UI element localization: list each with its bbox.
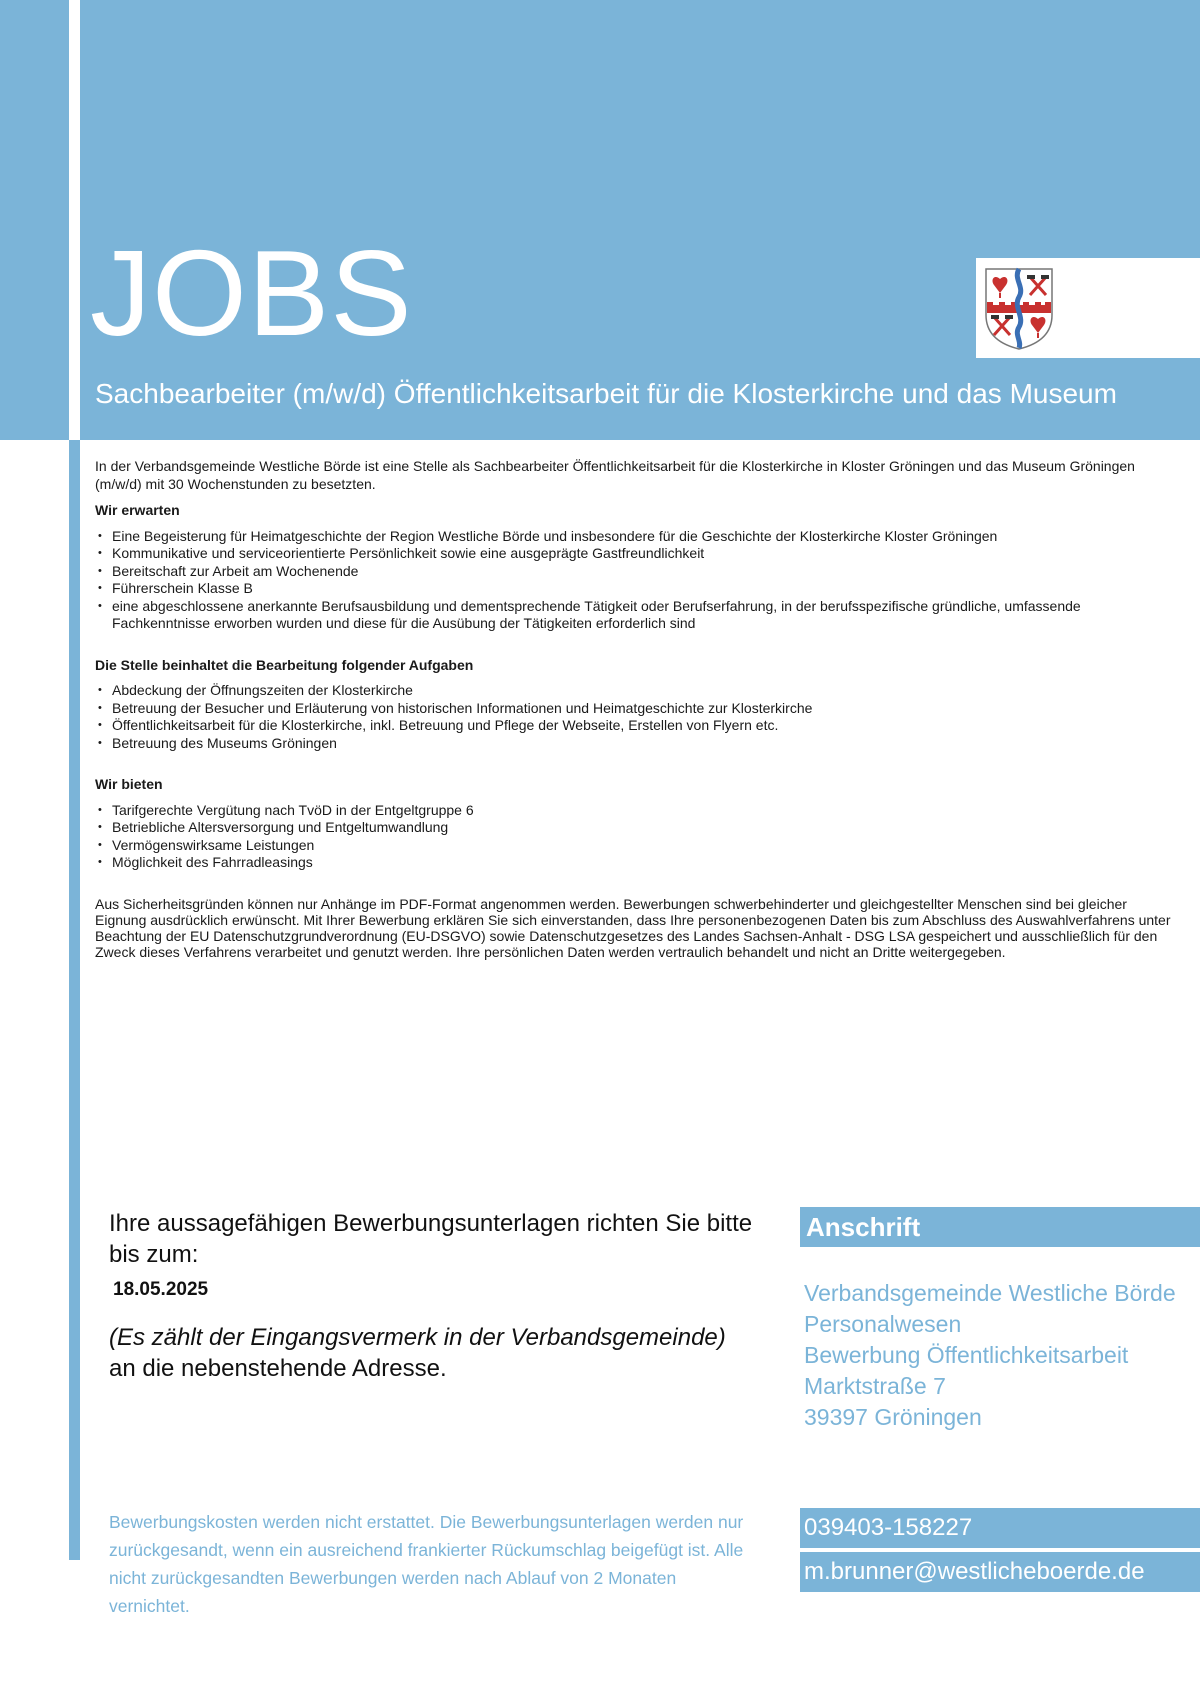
costs-note: Bewerbungskosten werden nicht erstattet. Die Bewerbungsunterlagen werden nur zurückgesandt, wenn ein ausreichend frankierter Rückumschlag beigefügt ist. Alle nicht zurückgesandten Bewerbungen werden nach Ablauf von 2 Monaten vernichtet.: [109, 1512, 744, 1616]
expect-list: [95, 528, 1180, 633]
email-address[interactable]: m.brunner@westlicheboerde.de: [800, 1552, 1200, 1592]
offer-heading: Wir bieten: [95, 776, 163, 792]
list-item: • Öffentlichkeitsarbeit für die Klosterkirche, inkl. Betreuung und Pflege der Webseite, Erstellen von Flyern etc.: [95, 717, 1180, 735]
list-item: • Vermögenswirksame Leistungen: [95, 837, 1180, 855]
offer-list: [95, 802, 1180, 872]
job-title: Sachbearbeiter (m/w/d) Öffentlichkeitsarbeit für die Klosterkirche und das Museum: [95, 378, 1117, 409]
privacy-paragraph: Aus Sicherheitsgründen können nur Anhänge im PDF-Format angenommen werden. Bewerbungen schwerbehinderter und gleichgestellter Menschen sind bei gleicher Eignung ausdrücklich erwünscht. Mit Ihrer Bewerbung erklären Sie sich einverstanden, dass Ihre personenbezogenen Daten bis zum Abschluss des Auswahlverfahrens unter Beachtung der EU Datenschutzgrundverordnung (EU-DSGVO) sowie Datenschutzgesetzes des Landes Sachsen-Anhalt - DSG LSA gespeichert und ausschließlich für den Zweck dieses Verfahrens verarbeitet und genutzt werden. Ihre persönlichen Daten werden vertraulich behandelt und nicht an Dritte weitergegeben.: [95, 895, 1171, 960]
header-divider-stripe: [69, 0, 80, 440]
expect-heading: Wir erwarten: [95, 502, 180, 518]
left-accent-bar: [69, 440, 80, 1560]
list-item: • Betreuung der Besucher und Erläuterung von historischen Informationen und Heimatgeschichte zur Klosterkirche: [95, 700, 1180, 718]
address-line: Marktstraße 7: [804, 1373, 946, 1399]
list-item: • Kommunikative und serviceorientierte Persönlichkeit sowie eine ausgeprägte Gastfreundlichkeit: [95, 545, 1180, 563]
list-item: • Tarifgerechte Vergütung nach TvöD in der Entgeltgruppe 6: [95, 802, 1180, 820]
address-line: Verbandsgemeinde Westliche Börde: [804, 1280, 1176, 1306]
list-item: • Abdeckung der Öffnungszeiten der Klosterkirche: [95, 682, 1180, 700]
tasks-list: [95, 682, 1180, 752]
coat-of-arms-icon: [982, 265, 1056, 351]
list-item: • Bereitschaft zur Arbeit am Wochenende: [95, 563, 1180, 581]
tasks-heading: Die Stelle beinhaltet die Bearbeitung folgender Aufgaben: [95, 656, 474, 673]
phone-number: 039403-158227: [800, 1508, 1200, 1548]
deadline-date: 18.05.2025: [113, 1279, 209, 1300]
list-item: • eine abgeschlossene anerkannte Berufsausbildung und dementsprechende Tätigkeit oder Berufserfahrung, in der berufsspezifische gründliche, umfassende Fachkenntnisse erworben wurden und diese für die Ausübung der Tätigkeiten erforderlich sind: [95, 598, 1180, 633]
intro-paragraph: In der Verbandsgemeinde Westliche Börde ist eine Stelle als Sachbearbeiter Öffentlichkeitsarbeit für die Klosterkirche in Kloster Gröningen und das Museum Gröningen (m/w/d) mit 30 Wochenstunden zu besetzten.: [95, 458, 1135, 492]
page-title: JOBS: [90, 225, 413, 361]
list-item: • Möglichkeit des Fahrradleasings: [95, 854, 1180, 872]
list-item: • Betreuung des Museums Gröningen: [95, 735, 1180, 753]
address-line: 39397 Gröningen: [804, 1404, 982, 1430]
address-heading: Anschrift: [800, 1207, 1200, 1247]
address-line: Bewerbung Öffentlichkeitsarbeit: [804, 1342, 1129, 1368]
logo-container: [976, 258, 1200, 358]
list-item: • Eine Begeisterung für Heimatgeschichte der Region Westliche Börde und insbesondere für die Geschichte der Klosterkirche Kloster Gröningen: [95, 528, 1180, 546]
job-description: [95, 458, 1180, 960]
header-band: [0, 0, 1200, 440]
address-block: [804, 1278, 1176, 1433]
address-line: Personalwesen: [804, 1311, 962, 1337]
list-item: • Führerschein Klasse B: [95, 580, 1180, 598]
apply-note-italic: (Es zählt der Eingangsvermerk in der Verbandsgemeinde): [109, 1324, 726, 1351]
list-item: • Betriebliche Altersversorgung und Entgeltumwandlung: [95, 819, 1180, 837]
apply-instructions: Ihre aussagefähigen Bewerbungsunterlagen richten Sie bitte bis zum:: [109, 1210, 753, 1268]
apply-note-rest: an die nebenstehende Adresse.: [109, 1355, 447, 1382]
apply-note: [109, 1322, 789, 1384]
